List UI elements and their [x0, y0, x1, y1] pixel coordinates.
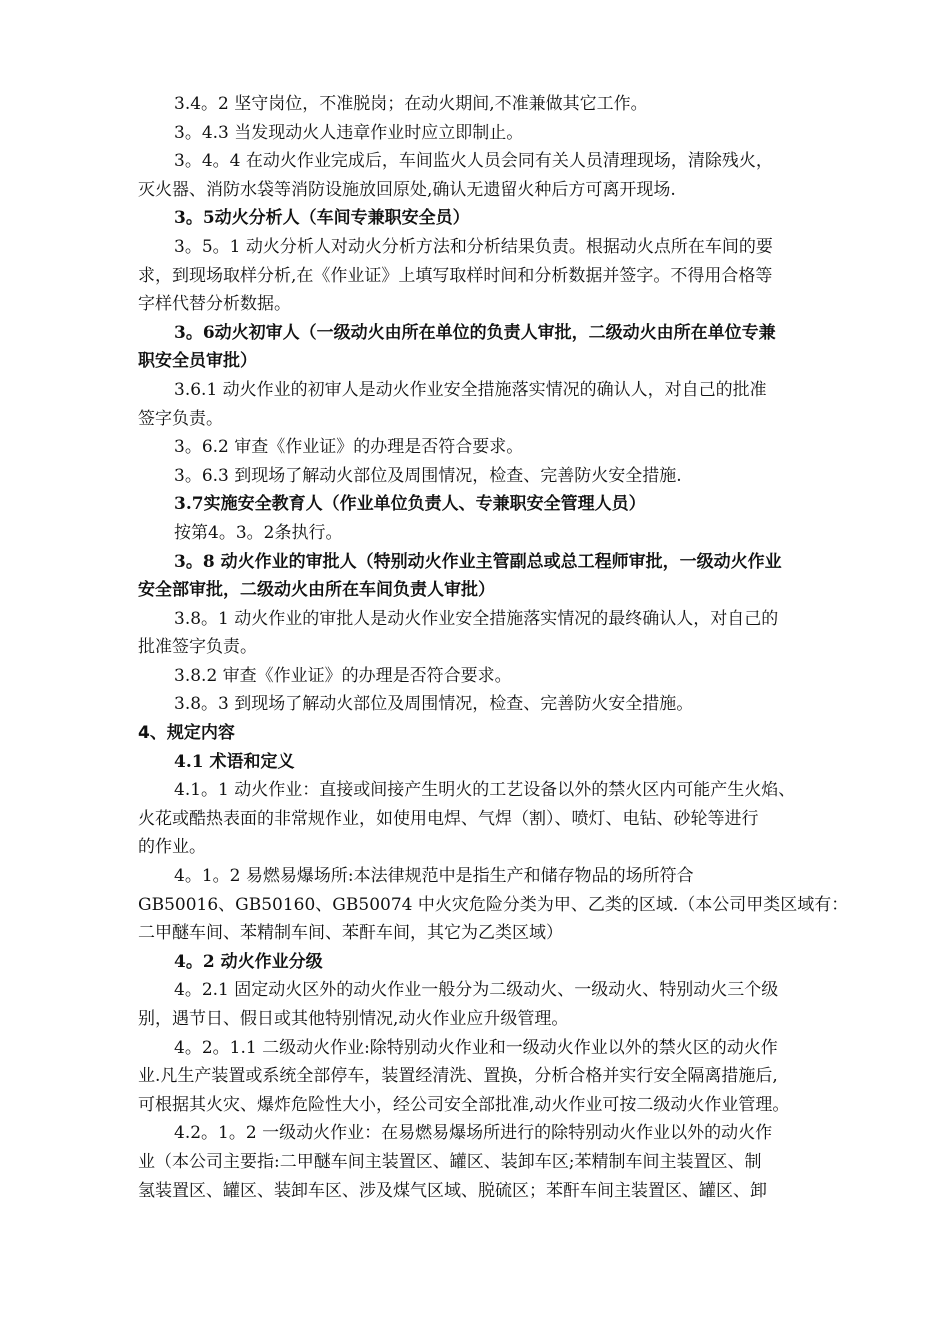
paragraph-3-4-4-cont: 灭火器、消防水袋等消防设施放回原处,确认无遗留火种后方可离开现场. [138, 179, 676, 200]
paragraph-4-2-1-2-cont: 业（本公司主要指:二甲醚车间主装置区、罐区、装卸车区;苯精制车间主装置区、制 [138, 1151, 762, 1172]
paragraph-3-5-1-cont: 求，到现场取样分析,在《作业证》上填写取样时间和分析数据并签字。不得用合格等 [138, 265, 773, 286]
heading-3-6-cont: 职安全员审批） [138, 351, 257, 372]
paragraph-3-4-2: 3.4。2 坚守岗位，不准脱岗；在动火期间,不准兼做其它工作。 [174, 94, 648, 114]
heading-4-1: 4.1 术语和定义 [174, 751, 295, 772]
heading-3-8-cont: 安全部审批，二级动火由所在车间负责人审批） [138, 580, 495, 601]
heading-3-8: 3。8 动火作业的审批人（特别动火作业主管副总或总工程师审批，一级动火作业 [174, 551, 782, 572]
paragraph-4-1-1-cont: 火花或酷热表面的非常规作业，如使用电焊、气焊（割）、喷灯、电钻、砂轮等进行 [138, 808, 759, 829]
paragraph-3-4-4: 3。4。4 在动火作业完成后，车间监火人员会同有关人员清理现场，清除残火， [174, 151, 773, 172]
document-page [138, 90, 860, 1205]
paragraph-3-8-2: 3.8.2 审查《作业证》的办理是否符合要求。 [174, 665, 512, 686]
paragraph-3-6-2: 3。6.2 审查《作业证》的办理是否符合要求。 [174, 437, 524, 458]
paragraph-4-2-1-1: 4。2。1.1 二级动火作业:除特别动火作业和一级动火作业以外的禁火区的动火作 [174, 1037, 778, 1058]
paragraph-3-8-1: 3.8。1 动火作业的审批人是动火作业安全措施落实情况的最终确认人，对自己的 [174, 608, 779, 629]
heading-3-7: 3.7实施安全教育人（作业单位负责人、专兼职安全管理人员） [174, 494, 646, 515]
paragraph-3-4-3: 3。4.3 当发现动火人违章作业时应立即制止。 [174, 122, 524, 143]
paragraph-4-2-1-2: 4.2。1。2 一级动火作业：在易燃易爆场所进行的除特别动火作业以外的动火作 [174, 1123, 773, 1144]
paragraph-3-5-1-cont: 字样代替分析数据。 [138, 294, 291, 315]
paragraph-4-1-1: 4.1。1 动火作业：直接或间接产生明火的工艺设备以外的禁火区内可能产生火焰、 [174, 780, 796, 801]
paragraph-3-8-3: 3.8。3 到现场了解动火部位及周围情况，检查、完善防火安全措施。 [174, 694, 694, 715]
paragraph-4-2-1-cont: 别，遇节日、假日或其他特别情况,动火作业应升级管理。 [138, 1009, 569, 1029]
paragraph-3-6-3: 3。6.3 到现场了解动火部位及周围情况，检查、完善防火安全措施. [174, 465, 682, 486]
heading-3-6: 3。6动火初审人（一级动火由所在单位的负责人审批，二级动火由所在单位专兼 [174, 322, 776, 343]
paragraph-3-5-1: 3。5。1 动火分析人对动火分析方法和分析结果负责。根据动火点所在车间的要 [174, 236, 773, 257]
paragraph-4-1-1-cont: 的作业。 [138, 837, 206, 858]
paragraph-4-1-2-cont: GB50016、GB50160、GB50074 中火灾危险分类为甲、乙类的区域.（本公司甲类区域有： [138, 894, 849, 915]
paragraph-4-2-1-1-cont: 可根据其火灾、爆炸危险性大小，经公司安全部批准,动火作业可按二级动火作业管理。 [138, 1094, 790, 1115]
paragraph-4-2-1: 4。2.1 固定动火区外的动火作业一般分为二级动火、一级动火、特别动火三个级 [174, 980, 779, 1001]
paragraph-3-6-1-cont: 签字负责。 [138, 408, 223, 429]
paragraph-3-6-1: 3.6.1 动火作业的初审人是动火作业安全措施落实情况的确认人，对自己的批准 [174, 379, 767, 400]
paragraph-4-1-2-cont: 二甲醚车间、苯精制车间、苯酐车间，其它为乙类区域） [138, 923, 563, 944]
heading-4-2: 4。2 动火作业分级 [174, 951, 323, 972]
paragraph-4-1-2: 4。1。2 易燃易爆场所:本法律规范中是指生产和储存物品的场所符合 [174, 866, 694, 887]
paragraph-3-7-body: 按第4。3。2条执行。 [174, 522, 343, 543]
heading-3-5: 3。5动火分析人（车间专兼职安全员） [174, 208, 470, 229]
paragraph-4-2-1-1-cont: 业.凡生产装置或系统全部停车，装置经清洗、置换，分析合格并实行安全隔离措施后, [138, 1066, 778, 1087]
section-heading-4: 4、规定内容 [138, 723, 235, 744]
paragraph-4-2-1-2-cont: 氢装置区、罐区、装卸车区、涉及煤气区域、脱硫区；苯酐车间主装置区、罐区、卸 [138, 1180, 767, 1201]
paragraph-3-8-1-cont: 批准签字负责。 [138, 637, 257, 658]
